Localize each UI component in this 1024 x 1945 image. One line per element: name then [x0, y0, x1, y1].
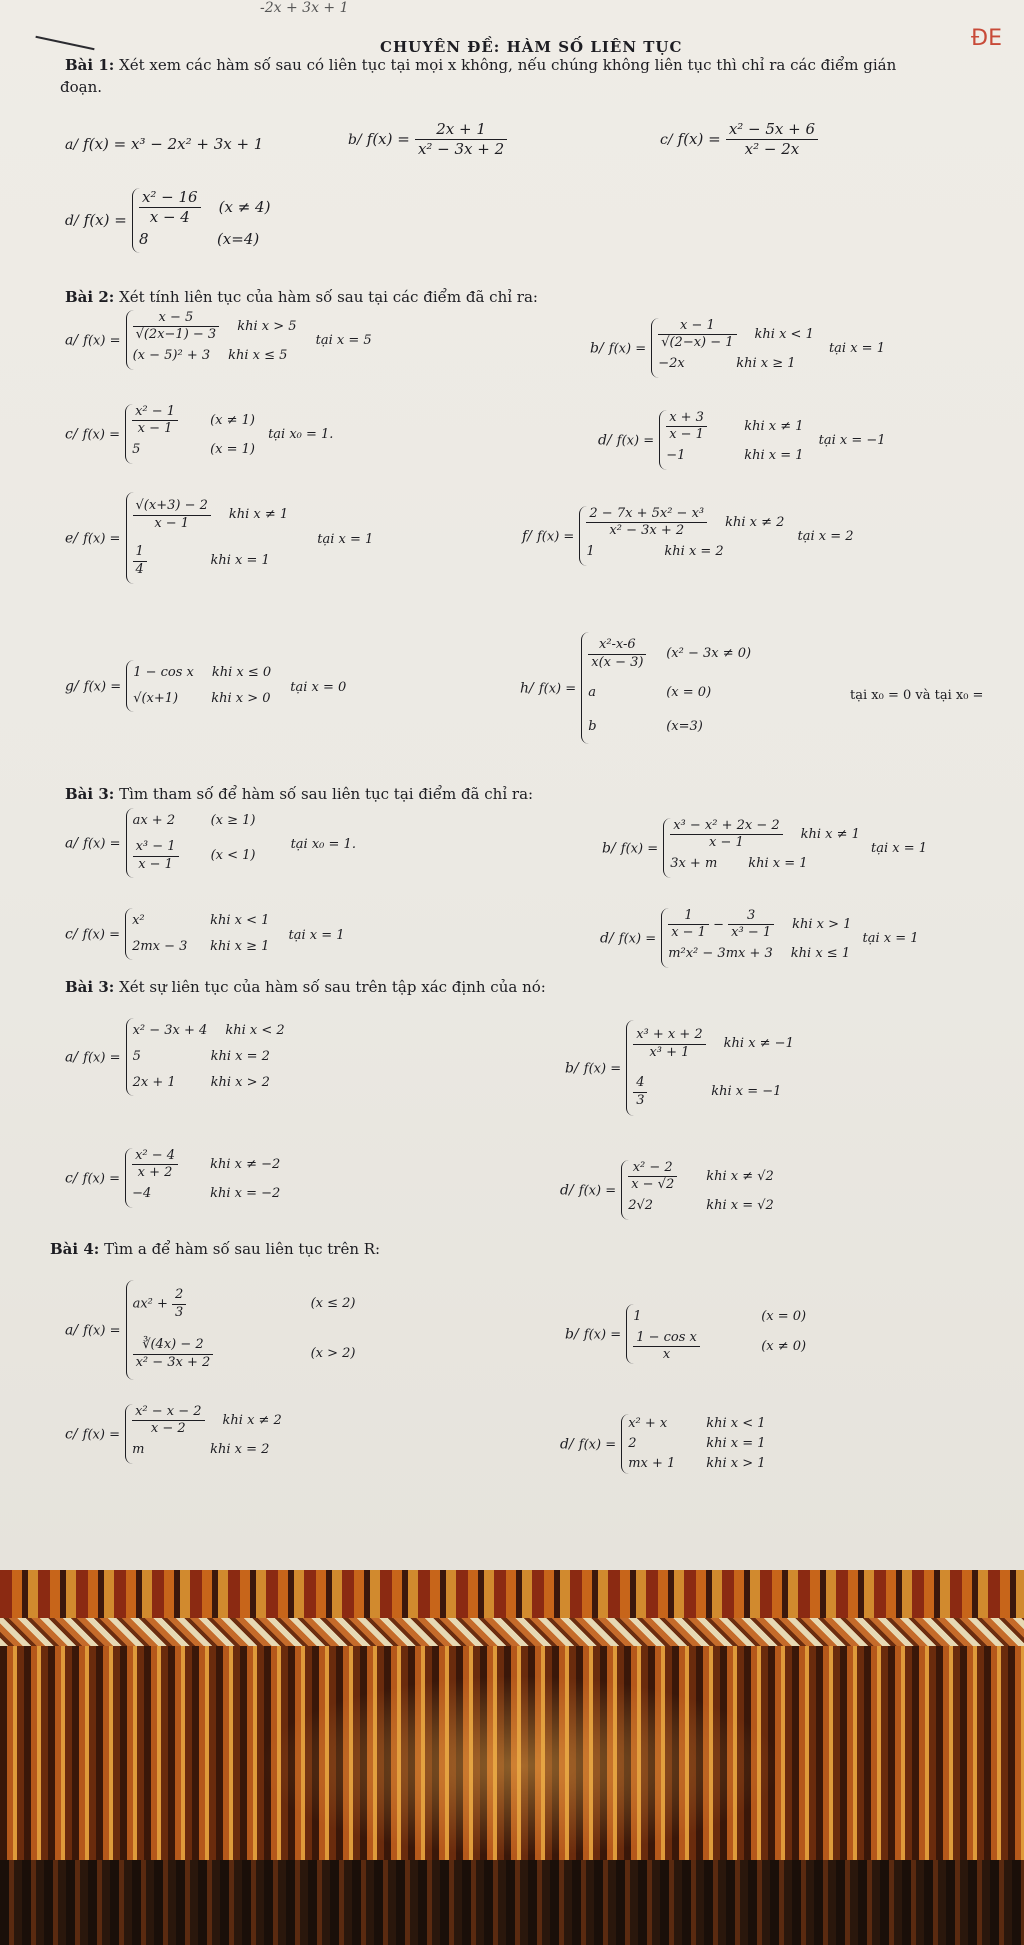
lhs: f(x) =: [578, 1183, 617, 1199]
condition: khi x = 2: [210, 1442, 270, 1458]
item-label: d/: [560, 1436, 574, 1453]
item-label: a/: [65, 137, 79, 153]
bai3b-d: [560, 1160, 774, 1220]
bai4-a-cases: [126, 1280, 356, 1380]
bai4-d-cases: [621, 1414, 765, 1474]
bai3a-d: [600, 908, 919, 968]
case-value: ax² +: [132, 1296, 168, 1312]
at-point: tại x = 1: [288, 927, 345, 943]
bai2-g: [65, 660, 346, 712]
denominator: x² − 2x: [744, 139, 800, 158]
bai1-heading: Bài 1:: [65, 56, 115, 74]
condition: khi x > 1: [706, 1455, 766, 1471]
fabric-dark-edge: [0, 1860, 1024, 1945]
bai2-f: [522, 506, 854, 566]
denominator: x − 1: [154, 515, 190, 531]
at-point: tại x = 1: [828, 341, 885, 357]
bai3a-text: [65, 785, 533, 803]
bai2-heading: Bài 2:: [65, 288, 115, 306]
case-value: x² + x: [628, 1415, 668, 1431]
numerator: x² − 4: [132, 1148, 178, 1165]
bai3b-d-cases: [621, 1160, 774, 1220]
condition: khi x = 2: [664, 544, 724, 560]
numerator: 4: [633, 1075, 647, 1092]
item-label: c/: [65, 1170, 78, 1187]
case-value: 2√2: [628, 1198, 654, 1214]
fabric-pattern-band: [0, 1618, 1024, 1646]
item-label: d/: [65, 212, 79, 229]
denominator: 4: [135, 561, 144, 577]
condition: khi x < 1: [210, 912, 270, 928]
condition: khi x ≥ 1: [736, 356, 796, 372]
condition: khi x ≠ 1: [744, 418, 804, 434]
condition: khi x ≠ 2: [725, 514, 785, 530]
item-label: d/: [600, 930, 614, 947]
condition: khi x ≠ 1: [800, 826, 860, 842]
lhs: f(x) =: [616, 433, 655, 449]
denominator: x − 1: [709, 835, 744, 851]
numerator: x² − x − 2: [132, 1404, 204, 1421]
denominator: x − 1: [138, 856, 173, 872]
bai2-d-cases: [659, 410, 803, 470]
bai4-text: [50, 1240, 380, 1258]
lhs: f(x) =: [83, 333, 121, 349]
bai4-heading: Bài 4:: [50, 1240, 100, 1258]
at-point: tại x₀ = 1.: [268, 427, 334, 443]
denominator: x − 1: [137, 421, 173, 437]
minus-sign: −: [713, 917, 724, 933]
case-value: m: [132, 1442, 145, 1458]
lhs: f(x) =: [620, 841, 659, 857]
case-value: 5: [132, 442, 141, 458]
condition: (x > 2): [310, 1345, 356, 1361]
condition: (x=4): [216, 230, 260, 249]
item-label: a/: [65, 332, 79, 349]
bai2-h-at: tại x₀ = 0 và tại x₀ =: [850, 688, 984, 703]
condition: khi x = √2: [706, 1198, 774, 1214]
bai2-b-cases: [651, 318, 814, 378]
case-value: 2x + 1: [132, 1074, 176, 1090]
case-value: −2x: [658, 356, 685, 372]
numerator: 2x + 1: [415, 120, 507, 140]
bai3a-b: [602, 818, 927, 878]
at-point: tại x = 0: [290, 679, 347, 695]
case-value: 1 − cos x: [133, 664, 194, 680]
item-label: c/: [65, 426, 78, 443]
denominator: x³ + 1: [649, 1044, 690, 1060]
denominator: x² − 3x + 2: [417, 139, 505, 158]
lhs: f(x) =: [83, 1050, 121, 1066]
bai2-text: [65, 288, 538, 306]
bai2-f-cases: [579, 506, 784, 566]
lhs: f(x) =: [82, 427, 120, 443]
denominator: x − 2: [150, 1421, 186, 1437]
case-value: a: [588, 684, 596, 700]
condition: khi x < 2: [225, 1022, 285, 1038]
numerator: x + 3: [666, 410, 707, 427]
bai2-a-cases: [126, 310, 297, 370]
bai1-c: [660, 120, 818, 159]
case-value: −4: [132, 1186, 152, 1202]
numerator: x³ + x + 2: [633, 1027, 705, 1044]
case-value: 2mx − 3: [132, 938, 188, 954]
bai1-a: [65, 134, 263, 153]
denominator: x − 1: [669, 427, 704, 443]
condition: (x = 0): [666, 684, 712, 700]
condition: (x ≠ 0): [761, 1338, 807, 1354]
case-value: 2: [628, 1435, 637, 1451]
lhs: f(x) =: [608, 341, 647, 357]
lhs: f(x) =: [83, 531, 121, 547]
bai1-b-fraction: [415, 120, 507, 159]
condition: khi x ≠ √2: [706, 1168, 774, 1184]
numerator: ∛(4x) − 2: [133, 1337, 214, 1354]
bai3a-b-cases: [663, 818, 860, 878]
denominator: x² − 3x + 2: [609, 523, 685, 539]
bai2-instruction: Xét tính liên tục của hàm số sau tại các điểm đã chỉ ra:: [119, 288, 538, 306]
item-label: c/: [65, 926, 78, 943]
numerator: x − 1: [658, 318, 736, 335]
condition: khi x ≠ −1: [723, 1035, 794, 1051]
fabric-border-stripes: [0, 1570, 1024, 1618]
condition: (x² − 3x ≠ 0): [666, 645, 752, 661]
at-point: tại x = 1: [862, 931, 919, 947]
lhs: f(x) =: [82, 1427, 120, 1443]
numerator: x³ − x² + 2x − 2: [670, 818, 782, 835]
bai1-text-line2: đoạn.: [60, 78, 103, 96]
item-label: a/: [65, 1322, 79, 1339]
item-label: g/: [65, 678, 79, 695]
bai4-b: [565, 1304, 806, 1364]
item-label: c/: [660, 131, 673, 148]
condition: khi x ≠ 1: [228, 506, 289, 522]
condition: (x ≤ 2): [310, 1295, 356, 1311]
case-value: √(x+1): [133, 690, 179, 706]
case-value: 3x + m: [670, 856, 718, 872]
denominator: √(2x−1) − 3: [135, 327, 217, 343]
margin-mark: [35, 36, 94, 50]
numerator: 2 − 7x + 5x² − x³: [586, 506, 707, 523]
bai3b-a-cases: [126, 1018, 285, 1096]
condition: khi x = −2: [210, 1186, 281, 1202]
condition: khi x = 1: [748, 856, 808, 872]
case-value: x²: [132, 912, 145, 928]
item-label: a/: [65, 835, 79, 852]
bai2-c-cases: [125, 404, 255, 464]
item-label: h/: [520, 680, 534, 697]
top-scrawl: -2x + 3x + 1: [260, 0, 349, 16]
item-label: f/: [522, 528, 532, 545]
bai1-b-lhs: f(x) =: [366, 129, 410, 148]
condition: (x ≠ 1): [210, 412, 255, 428]
condition: khi x = 1: [744, 448, 804, 464]
bai4-c: [65, 1404, 282, 1464]
denominator: 3: [175, 1304, 184, 1320]
bai1-d-cases: [132, 188, 270, 253]
condition: khi x = −1: [711, 1083, 782, 1099]
page-title: CHUYÊN ĐỀ: HÀM SỐ LIÊN TỤC: [380, 38, 683, 56]
denominator: x − 4: [149, 207, 190, 226]
item-label: d/: [560, 1182, 574, 1199]
at-point: tại x = −1: [818, 433, 886, 449]
bai2-h: [520, 632, 751, 744]
bai3b-b-cases: [626, 1020, 794, 1116]
bai3a-c: [65, 908, 345, 960]
numerator: x² − 1: [132, 404, 178, 421]
item-label: b/: [565, 1326, 579, 1343]
case-value: −1: [666, 448, 686, 464]
bai1-c-lhs: f(x) =: [677, 129, 721, 148]
condition: khi x < 1: [706, 1415, 766, 1431]
bai4-a: [65, 1280, 355, 1380]
numerator: x² − 2: [628, 1160, 677, 1177]
margin-tag: ĐE: [971, 26, 1002, 51]
bai3b-c-cases: [125, 1148, 280, 1208]
bai3a-a: [65, 808, 356, 878]
denominator: x(x − 3): [591, 654, 644, 670]
bai2-h-cases: [581, 632, 751, 744]
condition: khi x = 1: [210, 552, 270, 568]
bai3b-c: [65, 1148, 280, 1208]
at-point: tại x₀ = 1.: [290, 836, 356, 852]
bai3a-a-cases: [126, 808, 256, 878]
case-value: mx + 1: [628, 1455, 676, 1471]
lhs: f(x) =: [537, 529, 575, 545]
denominator: √(2−x) − 1: [661, 335, 734, 351]
lhs: f(x) =: [583, 1061, 622, 1077]
denominator: x + 2: [137, 1165, 173, 1181]
lhs: f(x) =: [82, 927, 120, 943]
lhs: f(x) =: [83, 1323, 121, 1339]
bai2-d: [598, 410, 886, 470]
numerator: x²-x-6: [588, 637, 646, 654]
bai3b-heading: Bài 3:: [65, 978, 115, 996]
numerator: x − 5: [133, 310, 220, 327]
condition: khi x > 5: [237, 318, 297, 334]
bai3b-instruction: Xét sự liên tục của hàm số sau trên tập xác định của nó:: [119, 978, 546, 996]
lhs: f(x) =: [83, 836, 121, 852]
bai4-b-cases: [626, 1304, 806, 1364]
numerator: 1: [133, 544, 147, 561]
bai2-a: [65, 310, 372, 370]
bai3b-a: [65, 1018, 285, 1096]
case-value: m²x² − 3mx + 3: [668, 946, 773, 962]
lhs: f(x) =: [83, 679, 122, 695]
item-label: b/: [565, 1060, 579, 1077]
condition: khi x > 2: [210, 1074, 270, 1090]
numerator: 2: [172, 1287, 186, 1304]
lhs: f(x) =: [538, 681, 577, 697]
bai2-e: [65, 492, 373, 584]
bai1-a-expr: f(x) = x³ − 2x² + 3x + 1: [83, 135, 264, 153]
condition: khi x ≠ 2: [222, 1412, 282, 1428]
bai1-text-line1: Xét xem các hàm số sau có liên tục tại mọi x không, nếu chúng không liên tục thì chỉ ra các điểm gián: [119, 56, 897, 74]
denominator: x² − 3x + 2: [135, 1354, 211, 1370]
bai2-b: [590, 318, 885, 378]
bai3b-text: [65, 978, 546, 996]
bai3a-d-cases: [661, 908, 851, 968]
condition: khi x > 0: [211, 690, 271, 706]
numerator: 3: [728, 908, 774, 925]
bai3b-b: [565, 1020, 794, 1116]
at-point: tại x = 2: [797, 529, 854, 545]
bai2-e-cases: [126, 492, 289, 584]
at-point: tại x = 5: [315, 333, 372, 349]
condition: khi x ≥ 1: [210, 938, 270, 954]
condition: khi x ≠ −2: [210, 1156, 281, 1172]
condition: khi x > 1: [792, 916, 852, 932]
bai3a-c-cases: [125, 908, 269, 960]
case-value: (x − 5)² + 3: [132, 348, 211, 364]
condition: khi x ≤ 5: [228, 348, 288, 364]
item-label: d/: [598, 432, 612, 449]
condition: khi x = 2: [210, 1048, 270, 1064]
item-label: a/: [65, 1049, 79, 1066]
case-value: b: [588, 718, 597, 734]
bai1-text: [65, 56, 896, 74]
case-value: 1: [586, 544, 595, 560]
bai1-d: [65, 188, 270, 253]
numerator: x³ − 1: [133, 839, 179, 856]
denominator: x − √2: [631, 1177, 675, 1193]
condition: khi x ≤ 0: [211, 664, 272, 680]
numerator: 1 − cos x: [633, 1330, 700, 1347]
denominator: 3: [636, 1092, 645, 1108]
lhs: f(x) =: [578, 1437, 617, 1453]
numerator: x² − 5x + 6: [726, 120, 818, 140]
case-value: 5: [132, 1048, 141, 1064]
bai3a-heading: Bài 3:: [65, 785, 115, 803]
condition: (x < 1): [210, 847, 256, 863]
case-value: 8: [138, 230, 149, 249]
numerator: √(x+3) − 2: [133, 498, 211, 515]
denominator: x − 1: [671, 925, 706, 941]
bai2-g-cases: [126, 660, 271, 712]
lhs: f(x) =: [618, 931, 657, 947]
lhs: f(x) =: [583, 1327, 622, 1343]
bai4-instruction: Tìm a để hàm số sau liên tục trên R:: [104, 1240, 381, 1258]
bai3a-instruction: Tìm tham số để hàm số sau liên tục tại điểm đã chỉ ra:: [119, 785, 534, 803]
condition: (x ≥ 1): [210, 812, 256, 828]
item-label: b/: [602, 840, 616, 857]
bai4-c-cases: [125, 1404, 282, 1464]
item-label: c/: [65, 1426, 78, 1443]
bai4-d: [560, 1414, 766, 1474]
bai1-d-lhs: f(x) =: [83, 210, 127, 229]
condition: (x = 1): [210, 442, 255, 458]
numerator: x² − 16: [139, 188, 201, 208]
item-label: e/: [65, 530, 79, 547]
bai1-b: [348, 120, 507, 159]
case-value: ax + 2: [132, 812, 176, 828]
condition: (x ≠ 4): [218, 197, 271, 216]
numerator: 1: [668, 908, 709, 925]
condition: khi x ≤ 1: [790, 946, 851, 962]
case-value: x² − 3x + 4: [132, 1022, 208, 1038]
condition: khi x < 1: [754, 326, 814, 342]
condition: (x=3): [666, 718, 703, 734]
item-label: b/: [590, 340, 604, 357]
denominator: x: [662, 1347, 671, 1363]
bai2-c: [65, 404, 333, 464]
lhs: f(x) =: [82, 1171, 120, 1187]
condition: (x = 0): [761, 1308, 807, 1324]
item-label: b/: [348, 131, 362, 148]
at-point: tại x = 1: [317, 531, 374, 547]
bai1-c-fraction: [726, 120, 818, 159]
case-value: 1: [633, 1308, 642, 1324]
condition: khi x = 1: [706, 1435, 766, 1451]
at-point: tại x = 1: [871, 841, 928, 857]
denominator: x³ − 1: [731, 925, 772, 941]
